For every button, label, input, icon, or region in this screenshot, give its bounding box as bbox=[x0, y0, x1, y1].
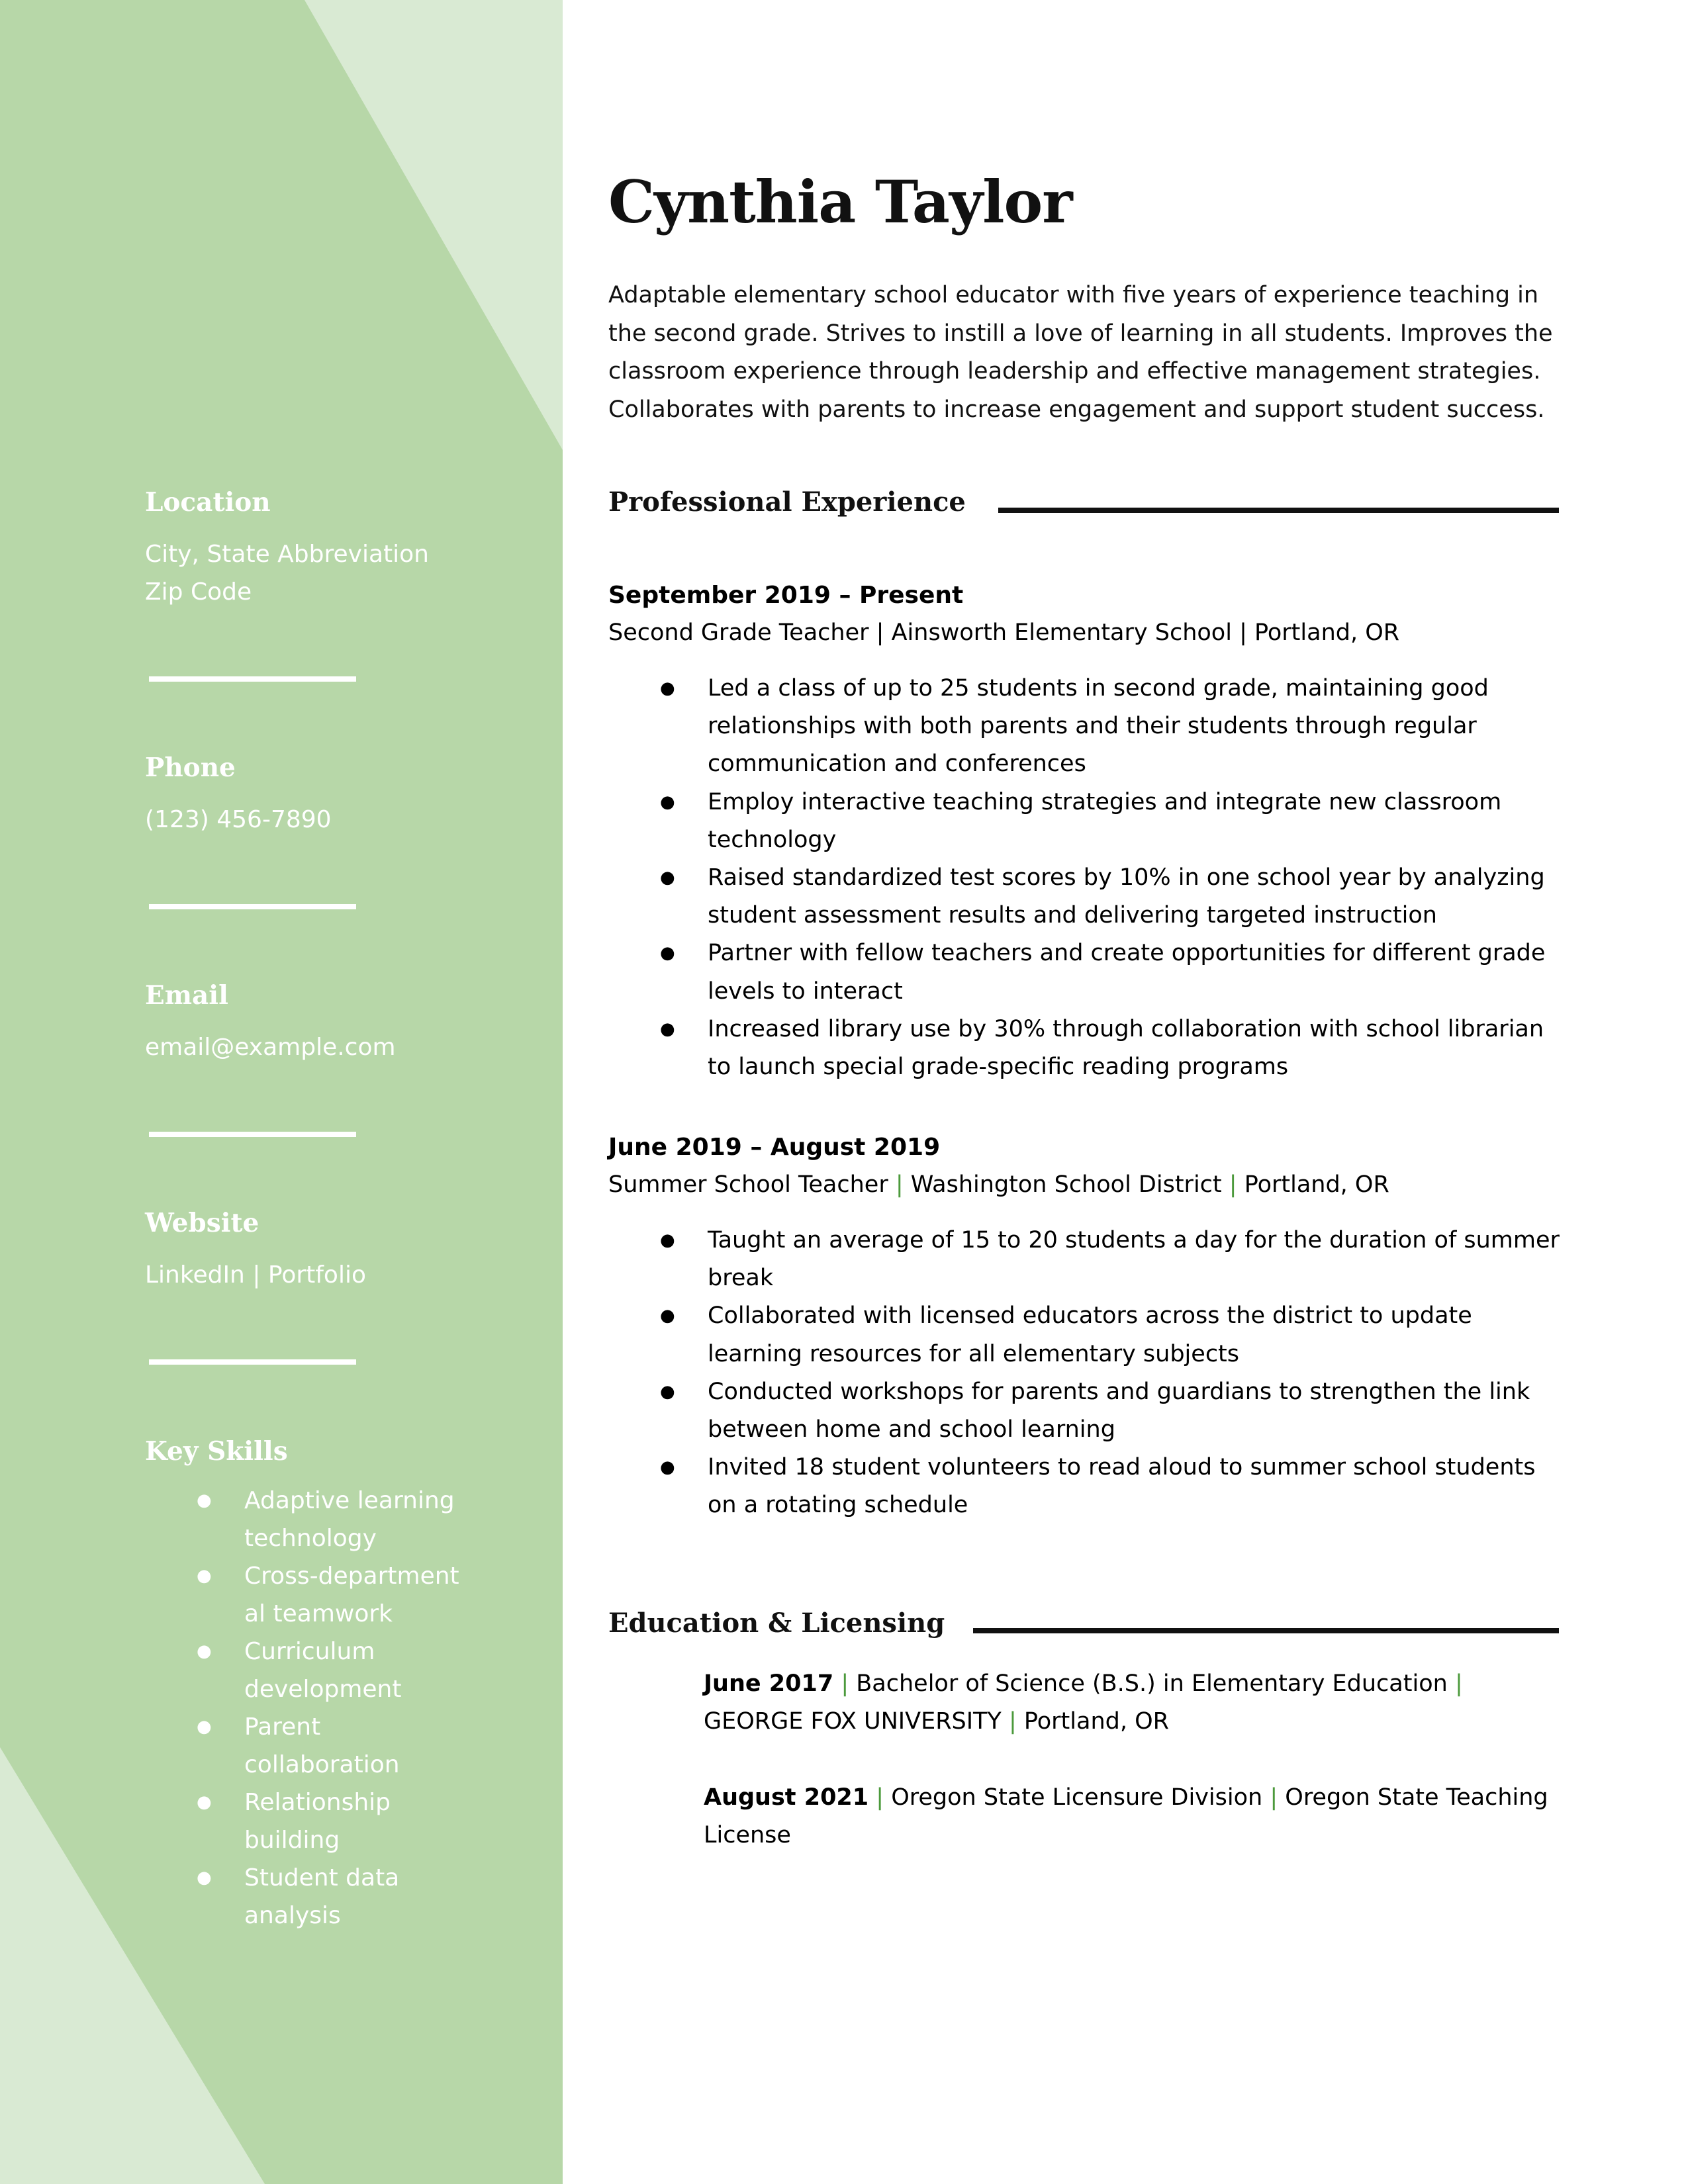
separator: | bbox=[876, 619, 884, 646]
sidebar-divider bbox=[149, 1132, 356, 1137]
separator: | bbox=[1229, 1171, 1237, 1198]
section-divider bbox=[973, 1628, 1559, 1633]
email-value[interactable]: email@example.com bbox=[145, 1034, 396, 1061]
location-line2: Zip Code bbox=[145, 578, 252, 606]
separator: | bbox=[841, 1670, 849, 1697]
bullet-icon: ● bbox=[660, 1381, 675, 1402]
job-dates: September 2019 – Present bbox=[608, 582, 964, 609]
license-issuer: Oregon State Licensure Division bbox=[891, 1784, 1263, 1811]
email-heading: Email bbox=[145, 980, 228, 1011]
skill-item bbox=[145, 1859, 502, 1934]
bullet-text: Employ interactive teaching strategies and integrate new classroom technology bbox=[708, 788, 1502, 853]
summary-paragraph: Adaptable elementary school educator with five years of experience teaching in the second grade. Strives to instill a love of learning in all students. Improves the classroom experience through leadership and effective management strategies. Collaborates with parents to increase engagement and support student success. bbox=[608, 282, 1553, 423]
bullet-icon: ● bbox=[660, 868, 675, 888]
skill-line: Cross-department bbox=[244, 1563, 459, 1590]
education-entry bbox=[704, 1665, 1564, 1741]
list-item bbox=[608, 859, 1562, 934]
job-title: Second Grade Teacher bbox=[608, 619, 869, 646]
bullet-icon: ● bbox=[197, 1566, 212, 1586]
license-date: August 2021 bbox=[704, 1784, 869, 1811]
key-skills-heading: Key Skills bbox=[145, 1436, 288, 1467]
job-role-line bbox=[608, 1166, 1389, 1204]
experience-heading: Professional Experience bbox=[608, 486, 966, 518]
skill-line: Curriculum bbox=[244, 1638, 375, 1665]
bullet-icon: ● bbox=[197, 1792, 212, 1812]
bullet-text: Partner with fellow teachers and create opportunities for different grade levels to interact bbox=[708, 940, 1546, 1005]
sidebar-divider bbox=[149, 904, 356, 909]
bullet-icon: ● bbox=[197, 1490, 212, 1510]
separator: | bbox=[1008, 1708, 1017, 1735]
skill-item bbox=[145, 1557, 502, 1633]
skill-line: al teamwork bbox=[244, 1600, 393, 1627]
bullet-icon: ● bbox=[660, 678, 675, 698]
education-school: GEORGE FOX UNIVERSITY bbox=[704, 1708, 1002, 1735]
key-skills-list bbox=[145, 1482, 502, 1934]
skill-line: Student data bbox=[244, 1864, 400, 1891]
job-location: Portland, OR bbox=[1254, 619, 1400, 646]
education-location: Portland, OR bbox=[1023, 1708, 1169, 1735]
location-heading: Location bbox=[145, 487, 271, 518]
bullet-icon: ● bbox=[197, 1717, 212, 1737]
job-title: Summer School Teacher bbox=[608, 1171, 888, 1198]
bullet-text: Raised standardized test scores by 10% in one school year by analyzing student assessment results and delivering targeted instruction bbox=[708, 864, 1545, 929]
job-dates: June 2019 – August 2019 bbox=[608, 1134, 941, 1161]
bullet-icon: ● bbox=[660, 943, 675, 964]
website-heading: Website bbox=[145, 1208, 259, 1238]
list-item bbox=[608, 1297, 1562, 1373]
education-heading: Education & Licensing bbox=[608, 1608, 945, 1639]
skill-line: development bbox=[244, 1676, 402, 1703]
skill-line: Parent bbox=[244, 1713, 321, 1741]
skill-item bbox=[145, 1784, 502, 1859]
bullet-icon: ● bbox=[660, 792, 675, 812]
bullet-text: Conducted workshops for parents and guardians to strengthen the link between home and school learning bbox=[708, 1378, 1530, 1443]
separator: | bbox=[876, 1784, 884, 1811]
skill-line: Adaptive learning bbox=[244, 1487, 455, 1514]
sidebar-divider bbox=[149, 676, 356, 682]
skill-item bbox=[145, 1708, 502, 1784]
separator: | bbox=[1454, 1670, 1463, 1697]
bullet-icon: ● bbox=[660, 1306, 675, 1326]
bullet-text: Increased library use by 30% through collaboration with school librarian to launch special grade-specific reading programs bbox=[708, 1015, 1544, 1081]
list-item bbox=[608, 1373, 1562, 1449]
bullet-text: Invited 18 student volunteers to read aloud to summer school students on a rotating schedule bbox=[708, 1454, 1536, 1519]
skill-line: collaboration bbox=[244, 1751, 400, 1778]
bullet-text: Taught an average of 15 to 20 students a day for the duration of summer break bbox=[708, 1227, 1560, 1292]
list-item bbox=[608, 1011, 1562, 1086]
education-degree: Bachelor of Science (B.S.) in Elementary Education bbox=[856, 1670, 1448, 1697]
bullet-icon: ● bbox=[660, 1457, 675, 1478]
skill-line: building bbox=[244, 1827, 340, 1854]
skill-line: Relationship bbox=[244, 1789, 391, 1816]
bullet-icon: ● bbox=[197, 1868, 212, 1888]
separator: | bbox=[1270, 1784, 1278, 1811]
bullet-icon: ● bbox=[197, 1641, 212, 1661]
bullet-icon: ● bbox=[660, 1230, 675, 1250]
bullet-text: Led a class of up to 25 students in second grade, maintaining good relationships with both parents and their students through regular communication and conferences bbox=[708, 675, 1489, 778]
list-item bbox=[608, 670, 1562, 784]
separator: | bbox=[895, 1171, 904, 1198]
separator: | bbox=[1239, 619, 1247, 646]
job-bullet-list bbox=[608, 1222, 1562, 1525]
bullet-icon: ● bbox=[660, 1019, 675, 1039]
website-value[interactable]: LinkedIn | Portfolio bbox=[145, 1261, 366, 1289]
candidate-name: Cynthia Taylor bbox=[608, 167, 1072, 236]
list-item bbox=[608, 1222, 1562, 1297]
list-item bbox=[608, 784, 1562, 859]
license-credential: Oregon State Teaching License bbox=[704, 1784, 1548, 1848]
list-item bbox=[608, 1449, 1562, 1524]
job-employer: Ainsworth Elementary School bbox=[891, 619, 1232, 646]
job-location: Portland, OR bbox=[1244, 1171, 1389, 1198]
skill-item bbox=[145, 1633, 502, 1708]
skill-item bbox=[145, 1482, 502, 1557]
job-bullet-list bbox=[608, 670, 1562, 1086]
sidebar-divider bbox=[149, 1359, 356, 1365]
phone-value: (123) 456-7890 bbox=[145, 806, 332, 833]
job-role-line bbox=[608, 614, 1399, 652]
education-date: June 2017 bbox=[704, 1670, 834, 1697]
skill-line: analysis bbox=[244, 1902, 341, 1929]
job-employer: Washington School District bbox=[910, 1171, 1222, 1198]
bullet-text: Collaborated with licensed educators across the district to update learning resources for all elementary subjects bbox=[708, 1302, 1472, 1367]
license-entry bbox=[704, 1779, 1564, 1854]
phone-heading: Phone bbox=[145, 752, 236, 783]
list-item bbox=[608, 934, 1562, 1010]
skill-line: technology bbox=[244, 1525, 377, 1552]
location-line1: City, State Abbreviation bbox=[145, 541, 429, 568]
section-divider bbox=[998, 508, 1559, 513]
